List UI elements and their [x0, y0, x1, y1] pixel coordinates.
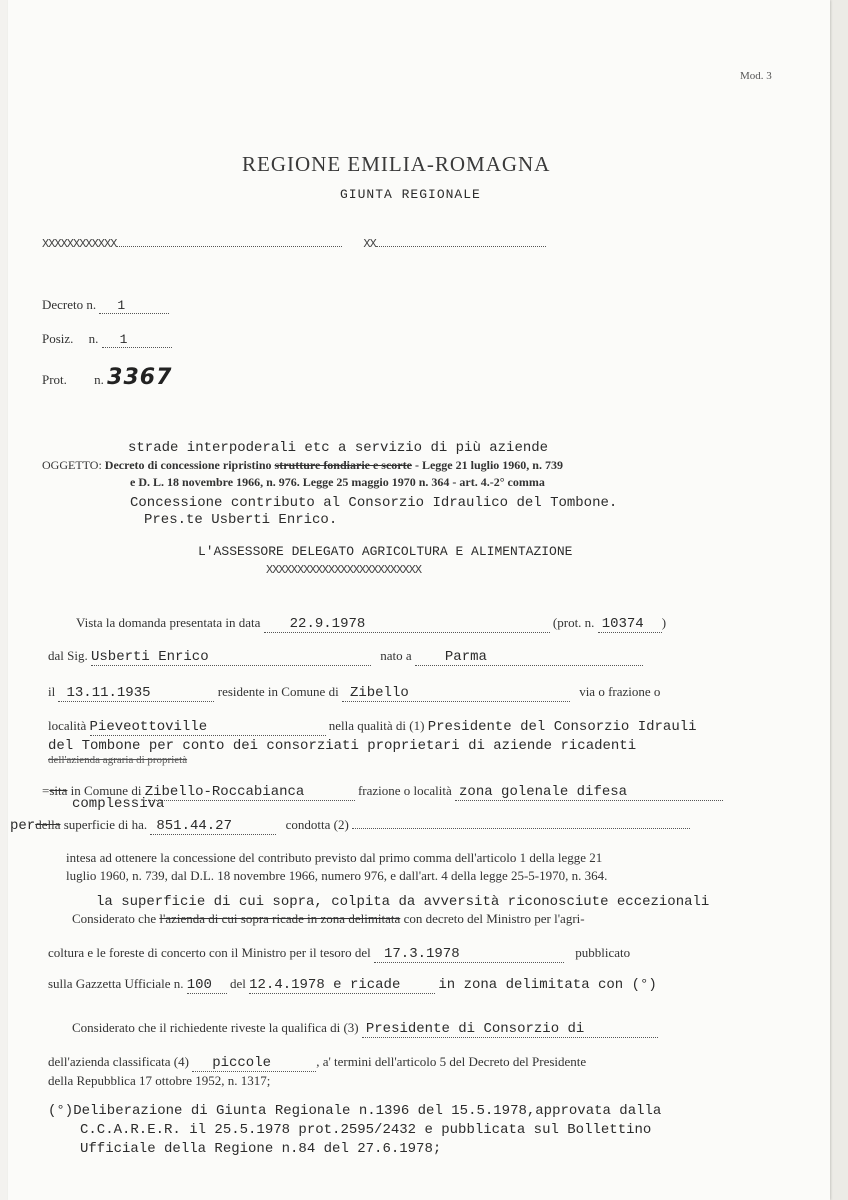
- gazzetta-numero: 100: [187, 977, 227, 994]
- xout-office-line: XXXXXXXXXXXX XX: [42, 236, 546, 251]
- typed-superficie: la superficie di cui sopra, colpita da avversità riconosciute eccezionali: [96, 894, 710, 910]
- gazzetta-line: sulla Gazzetta Ufficiale n. 100 del 12.4.1978 e ricade in zona delimitata con (°): [48, 976, 657, 993]
- luogo-nascita: Parma: [415, 649, 643, 666]
- qualifica-value: Presidente di Consorzio di: [362, 1021, 658, 1038]
- azienda-classificata-line: dell'azienda classificata (4) piccole , a' termini dell'articolo 5 del Decreto del Presidente: [48, 1054, 587, 1071]
- assessore-title: L'ASSESSORE DELEGATO AGRICOLTURA E ALIMENTAZIONE: [198, 544, 573, 559]
- qualita-value: Presidente del Consorzio Idrauli: [427, 719, 697, 735]
- model-number: Mod. 3: [740, 70, 772, 82]
- richiedente-nome: Usberti Enrico: [91, 649, 371, 666]
- dal-line: dal Sig. Usberti Enrico nato a Parma: [48, 648, 643, 666]
- giunta-title: GIUNTA REGIONALE: [340, 187, 481, 202]
- oggetto-line-2: e D. L. 18 novembre 1966, n. 976. Legge 25 maggio 1970 n. 364 - art. 4.-2° comma: [130, 475, 545, 489]
- classificazione: piccole: [192, 1055, 316, 1072]
- localita-value: Pieveottoville: [90, 719, 326, 736]
- note-line-1: (°)Deliberazione di Giunta Regionale n.1396 del 15.5.1978,approvata dalla: [48, 1103, 662, 1119]
- superficie-ha: 851.44.27: [150, 818, 276, 835]
- gazzetta-data: 12.4.1978 e ricade: [249, 977, 435, 994]
- vista-line: Vista la domanda presentata in data 22.9.1978 (prot. n. 10374 ): [76, 615, 667, 632]
- comune-azienda: Zibello-Roccabianca: [145, 784, 355, 801]
- region-title: REGIONE EMILIA-ROMAGNA: [242, 152, 551, 176]
- repubblica-line: della Repubblica 17 ottobre 1952, n. 1317;: [48, 1073, 271, 1088]
- oggetto-line-1: OGGETTO: Decreto di concessione ripristino strutture fondiarie e scorte - Legge 21 luglio 1960, n. 739: [42, 458, 563, 472]
- line-tombone: del Tombone per conto dei consorziati proprietari di aziende ricadenti: [48, 738, 637, 754]
- localita-line: località Pieveottoville nella qualità di (1) Presidente del Consorzio Idrauli: [48, 718, 697, 735]
- assessore-xout: XXXXXXXXXXXXXXXXXXXXXXXXX: [266, 563, 422, 577]
- considerato-line: Considerato che l'azienda di cui sopra ricade in zona delimitata con decreto del Ministro per l'agri-: [72, 911, 585, 926]
- oggetto-typed-4: Pres.te Usberti Enrico.: [144, 512, 338, 528]
- intesa-line-1: intesa ad ottenere la concessione del contributo previsto dal primo comma dell'articolo 1 della legge 21: [66, 850, 603, 865]
- prot-number-handwritten: 3367: [107, 365, 173, 390]
- comune2-line: =sita in Comune di Zibello-Roccabianca frazione o località zona golenale difesa: [42, 783, 723, 801]
- intesa-line-2: luglio 1960, n. 739, dal D.L. 18 novembre 1966, numero 976, e dall'art. 4 della legge 25-5-1970, n. 364.: [66, 868, 608, 883]
- note-line-3: Ufficiale della Regione n.84 del 27.6.1978;: [80, 1141, 442, 1157]
- data-decreto-ministro: 17.3.1978: [374, 946, 564, 963]
- data-domanda: 22.9.1978: [264, 616, 550, 633]
- oggetto-label: OGGETTO:: [42, 458, 102, 472]
- decreto-line: Decreto n. 1: [42, 297, 169, 314]
- posiz-line: Posiz. n. 1: [42, 331, 172, 348]
- prot-domanda: 10374: [598, 616, 662, 633]
- superficie-line: perdella superficie di ha. 851.44.27 condotta (2): [10, 817, 690, 835]
- oggetto-typed-top: strade interpoderali etc a servizio di più aziende: [128, 440, 549, 456]
- coltura-line: coltura e le foreste di concerto con il Ministro per il tesoro del 17.3.1978 pubblicato: [48, 945, 631, 962]
- data-nascita: 13.11.1935: [58, 685, 214, 702]
- il-line: il 13.11.1935 residente in Comune di Zibello via o frazione o: [48, 684, 661, 701]
- qualifica-line: Considerato che il richiedente riveste la qualifica di (3) Presidente di Consorzio di: [72, 1020, 658, 1038]
- paper-edge: [830, 0, 848, 1200]
- oggetto-typed-3: Concessione contributo al Consorzio Idraulico del Tombone.: [130, 495, 618, 511]
- complessiva: complessiva: [72, 796, 165, 812]
- comune-residenza: Zibello: [342, 685, 570, 702]
- posiz-number: 1: [102, 332, 172, 348]
- gazzetta-typed: in zona delimitata con (°): [438, 977, 657, 993]
- frazione-value: zona golenale difesa: [455, 784, 723, 801]
- document-page: [8, 0, 830, 1200]
- azienda-struck: dell'azienda agraria di proprietà: [48, 754, 188, 766]
- prot-line: Prot. n. 3367: [42, 365, 173, 390]
- note-line-2: C.C.A.R.E.R. il 25.5.1978 prot.2595/2432 e pubblicata sul Bollettino: [80, 1122, 652, 1138]
- decreto-number: 1: [99, 298, 169, 314]
